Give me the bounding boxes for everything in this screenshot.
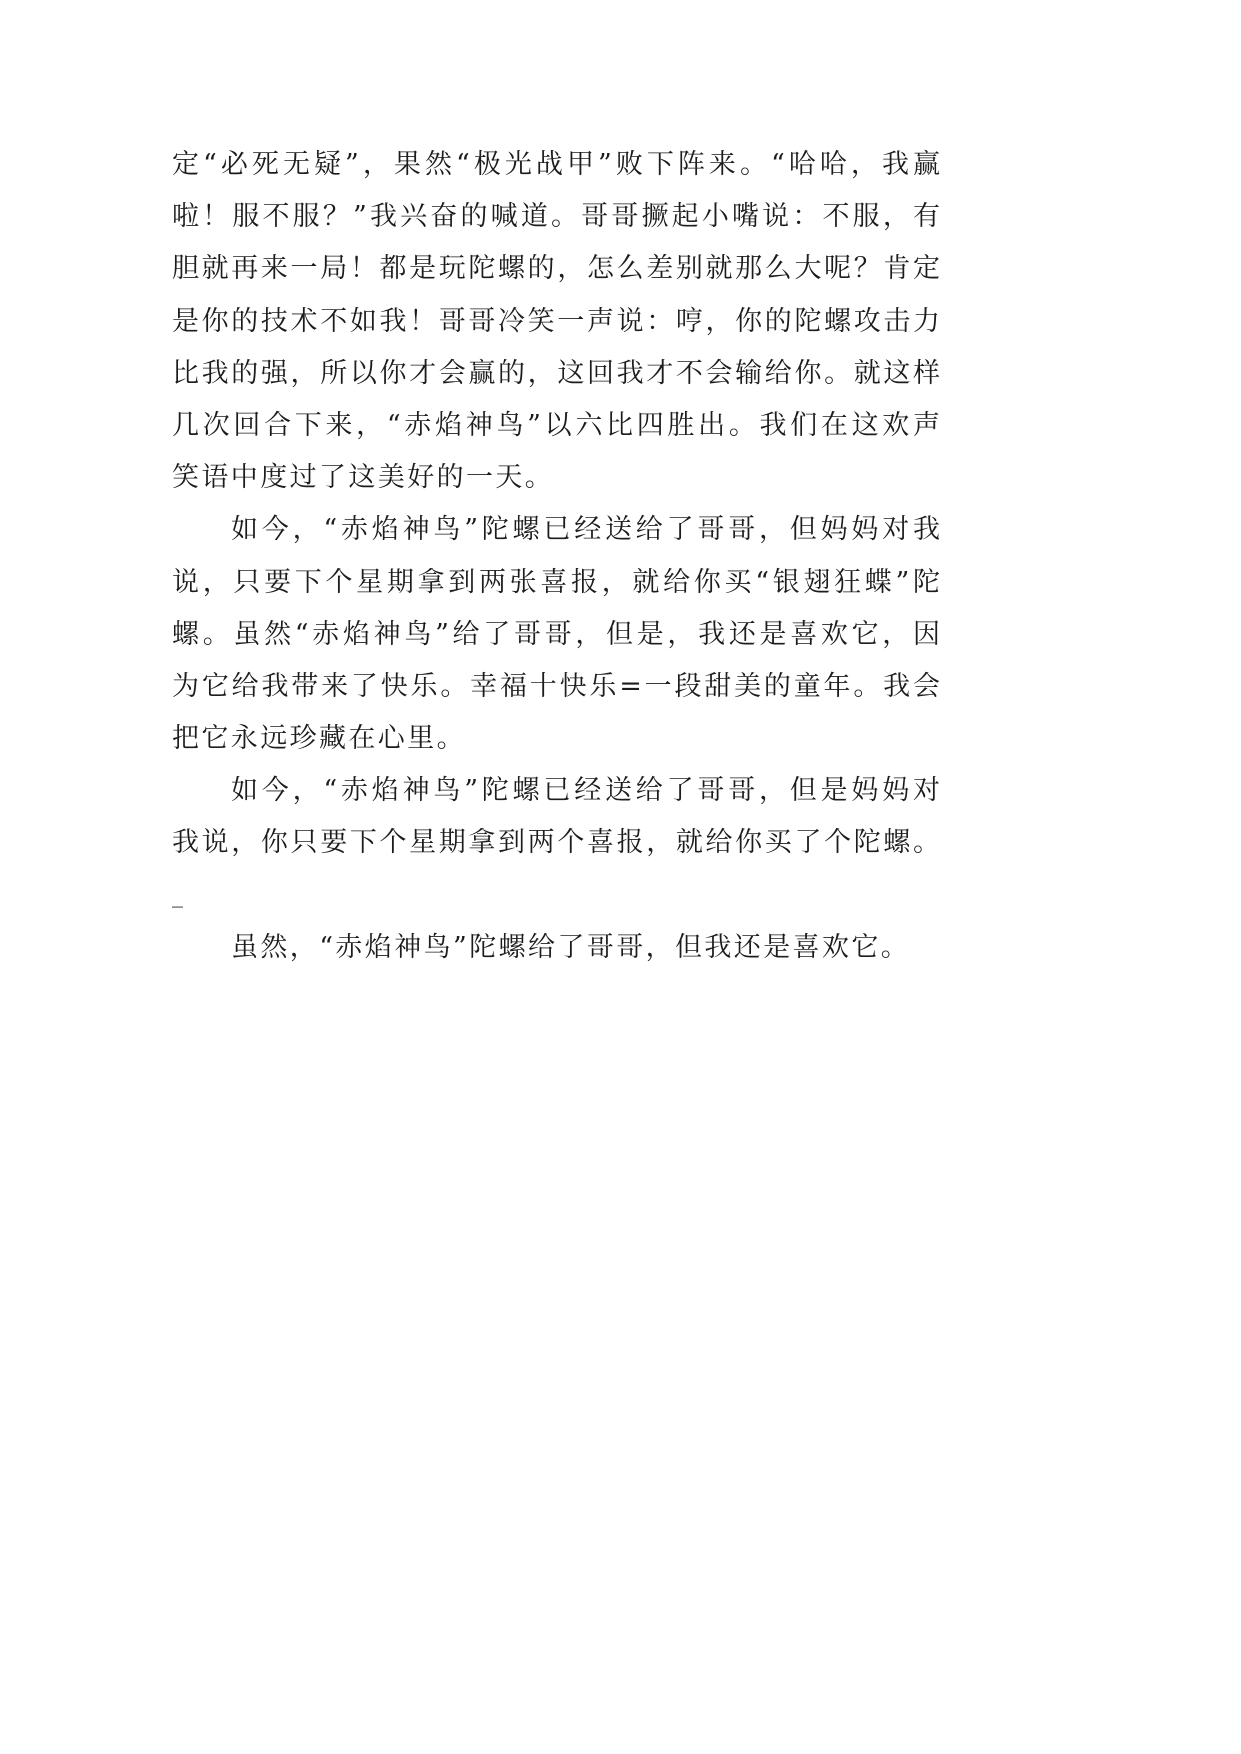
text-line: 说，只要下个星期拿到两张喜报，就给你买“银翅狂蝶”陀 [172, 566, 940, 598]
text-line: 是你的技术不如我！哥哥冷笑一声说：哼，你的陀螺攻击力 [172, 305, 940, 337]
paragraph-3 [172, 765, 940, 869]
text-line: 定“必死无疑”，果然“极光战甲”败下阵来。“哈哈，我赢 [172, 149, 940, 180]
underscore-mark: _ [172, 882, 183, 908]
text-line: 如今，“赤焰神鸟”陀螺已经送给了哥哥，但妈妈对我 [231, 514, 940, 546]
text-line: 虽然，“赤焰神鸟”陀螺给了哥哥，但我还是喜欢它。 [231, 931, 911, 963]
text-line: 螺。虽然“赤焰神鸟”给了哥哥，但是，我还是喜欢它，因 [172, 618, 940, 650]
text-line: 为它给我带来了快乐。幸福十快乐=一段甜美的童年。我会 [172, 670, 940, 702]
paragraph-4 [172, 922, 940, 974]
text-line: 我说，你只要下个星期拿到两个喜报，就给你买了个陀螺。 [172, 827, 940, 859]
text-line: 比我的强，所以你才会赢的，这回我才不会输给你。就这样 [172, 357, 940, 389]
text-line: 几次回合下来，“赤焰神鸟”以六比四胜出。我们在这欢声 [172, 409, 940, 441]
document-body [172, 139, 940, 974]
paragraph-2 [172, 504, 940, 765]
text-line: 笑语中度过了这美好的一天。 [172, 462, 555, 494]
text-line: 啦！服不服？”我兴奋的喊道。哥哥撅起小嘴说：不服，有 [172, 201, 940, 233]
text-line: 如今，“赤焰神鸟”陀螺已经送给了哥哥，但是妈妈对 [231, 775, 940, 807]
paragraph-1 [172, 139, 940, 504]
text-line: 胆就再来一局！都是玩陀螺的，怎么差别就那么大呢？肯定 [172, 253, 940, 285]
text-line: 把它永远珍藏在心里。 [172, 723, 466, 755]
